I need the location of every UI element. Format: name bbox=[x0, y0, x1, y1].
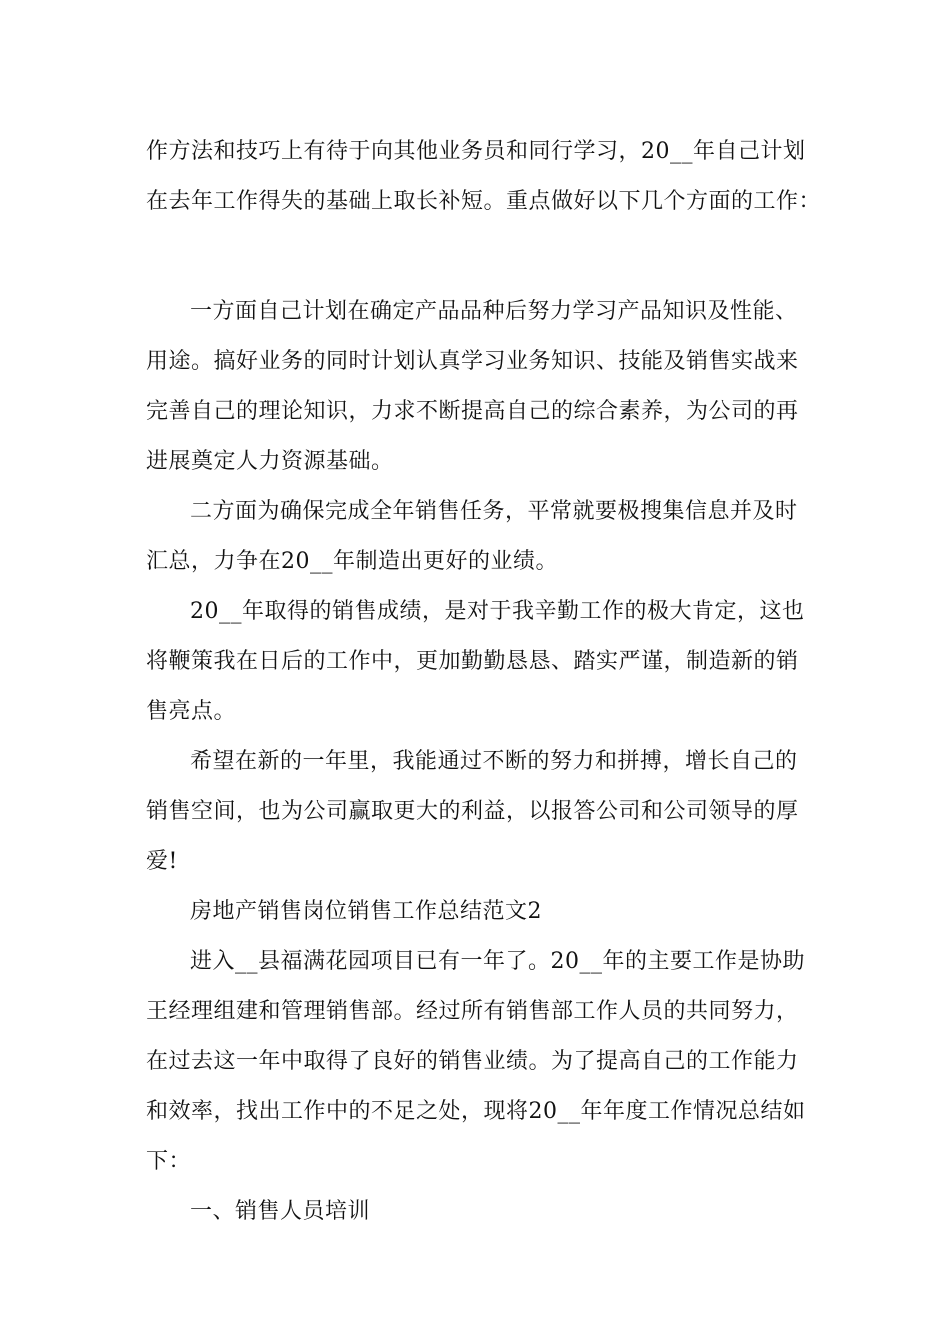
text-line: 在去年工作得失的基础上取长补短。重点做好以下几个方面的工作： bbox=[146, 189, 822, 214]
section-heading-training bbox=[146, 1187, 808, 1237]
paragraph-sales-results bbox=[146, 587, 808, 737]
paragraph-gap bbox=[146, 227, 808, 287]
text-line: 二方面为确保完成全年销售任务，平常就要极搜集信息并及时 bbox=[190, 499, 798, 524]
text-line: 希望在新的一年里，我能通过不断的努力和拼搏，增长自己的 bbox=[190, 749, 798, 774]
text-line: 进入__县福满花园项目已有一年了。20__年的主要工作是协助 bbox=[190, 949, 805, 974]
paragraph-hope bbox=[146, 737, 808, 887]
text-line: 作方法和技巧上有待于向其他业务员和同行学习，20__年自己计划 bbox=[146, 139, 806, 164]
text-line: 售亮点。 bbox=[146, 699, 237, 724]
text-line: 王经理组建和管理销售部。经过所有销售部工作人员的共同努力， bbox=[146, 999, 799, 1024]
heading-text: 房地产销售岗位销售工作总结范文2 bbox=[190, 899, 542, 924]
text-line: 一方面自己计划在确定产品品种后努力学习产品知识及性能、 bbox=[190, 299, 798, 324]
text-line: 用途。搞好业务的同时计划认真学习业务知识、技能及销售实战来 bbox=[146, 349, 799, 374]
text-line: 20__年取得的销售成绩，是对于我辛勤工作的极大肯定，这也 bbox=[190, 599, 805, 624]
text-line: 将鞭策我在日后的工作中，更加勤勤恳恳、踏实严谨，制造新的销 bbox=[146, 649, 799, 674]
paragraph-continuation bbox=[146, 127, 822, 227]
section-heading-sample-2 bbox=[146, 887, 808, 937]
text-line: 完善自己的理论知识，力求不断提高自己的综合素养，为公司的再 bbox=[146, 399, 799, 424]
text-line: 爱! bbox=[146, 849, 178, 874]
text-line: 和效率，找出工作中的不足之处，现将20__年年度工作情况总结如 bbox=[146, 1099, 806, 1124]
text-line: 在过去这一年中取得了良好的销售业绩。为了提高自己的工作能力 bbox=[146, 1049, 799, 1074]
document-body bbox=[146, 127, 822, 1237]
paragraph-introduction bbox=[146, 937, 808, 1187]
heading-text: 一、销售人员培训 bbox=[190, 1199, 371, 1224]
paragraph-second-aspect bbox=[146, 487, 808, 587]
text-line: 下： bbox=[146, 1149, 192, 1174]
text-line: 进展奠定人力资源基础。 bbox=[146, 449, 394, 474]
paragraph-first-aspect bbox=[146, 287, 808, 487]
text-line: 汇总，力争在20__年制造出更好的业绩。 bbox=[146, 549, 558, 574]
text-line: 销售空间，也为公司赢取更大的利益，以报答公司和公司领导的厚 bbox=[146, 799, 799, 824]
